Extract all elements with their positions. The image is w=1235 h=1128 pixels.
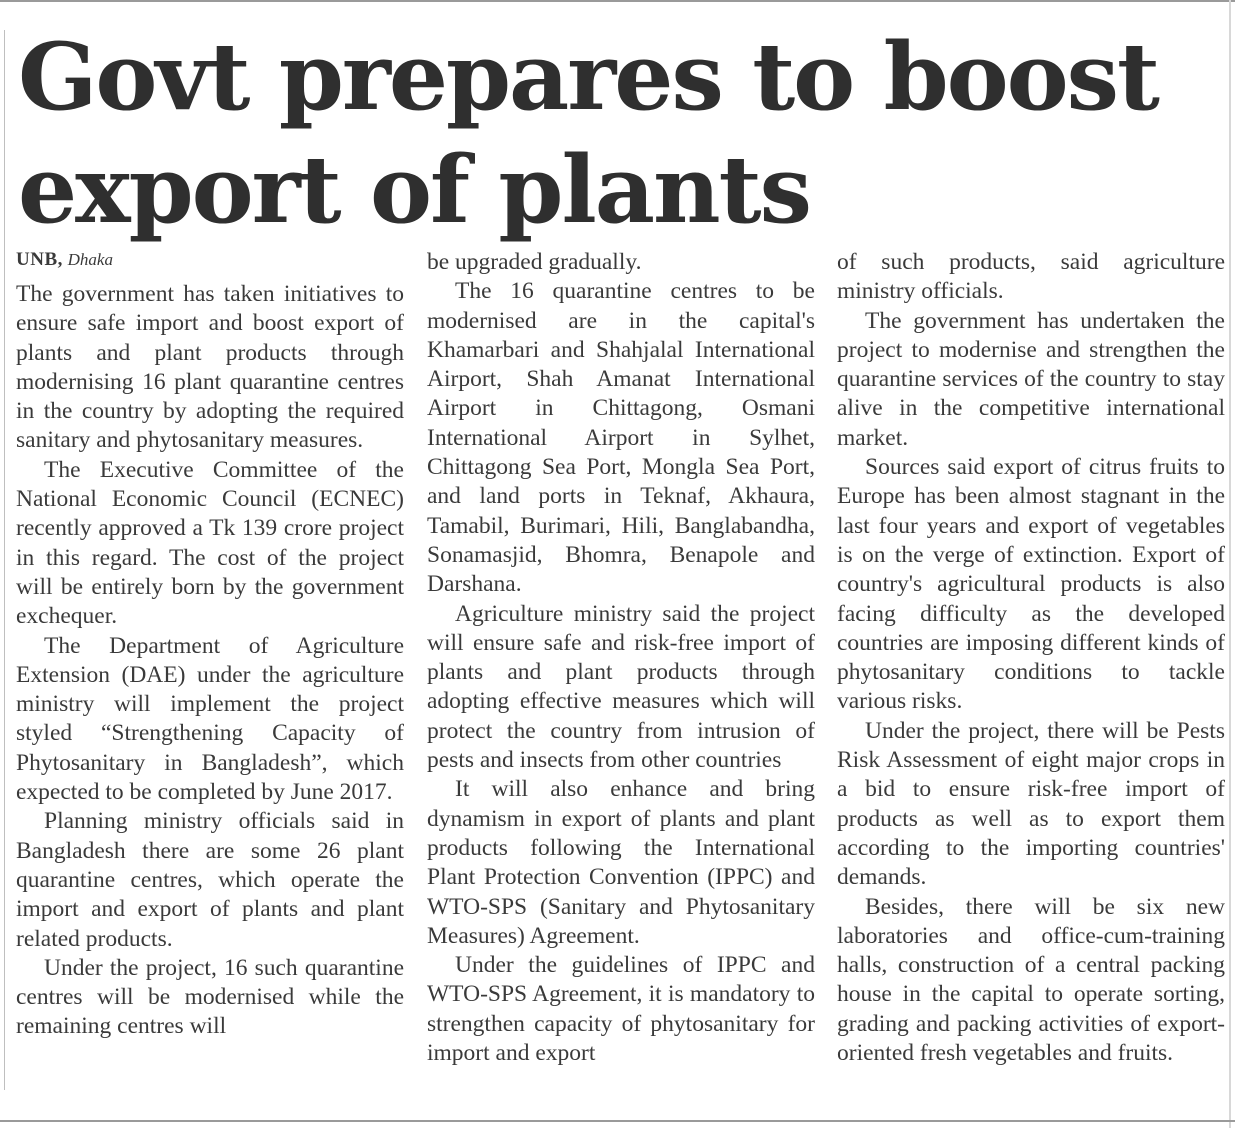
paragraph: Besides, there will be six new laboratories and office-cum-training halls, construction of a central packing house in the capital to operate sorting, grading and packing activities of export-oriented fresh vegetables and fruits.	[837, 893, 1225, 1067]
byline-city: Dhaka	[67, 250, 113, 269]
byline	[16, 248, 404, 272]
right-rule	[1229, 0, 1231, 1128]
top-rule	[0, 0, 1235, 2]
paragraph: Planning ministry officials said in Bangladesh there are some 26 plant quarantine centres, which operate the import and export of plants and plant related products.	[16, 808, 404, 952]
paragraph: Under the project, there will be Pests Risk Assessment of eight major crops in a bid to ensure risk-free import of products as well as to export them according to the importing countries' demands.	[837, 717, 1225, 891]
paragraph: The 16 quarantine centres to be modernised are in the capital's Khamarbari and Shahjalal International Airport, Shah Amanat International Airport in Chittagong, Osmani International Airport in Sylhet, Chittagong Sea Port, Mongla Sea Port, and land ports in Teknaf, Akhaura, Tamabil, Burimari, Hili, Banglabandha, Sonamasjid, Bhomra, Benapole and Darshana.	[427, 278, 815, 598]
article-column-2	[427, 248, 815, 1068]
paragraph: The government has taken initiatives to ensure safe import and boost export of plants and plant products through modernising 16 plant quarantine centres in the country by adopting the required sanitary and phytosanitary measures.	[16, 281, 404, 454]
article-column-1	[16, 248, 404, 1042]
paragraph: It will also enhance and bring dynamism in export of plants and plant products following the International Plant Protection Convention (IPPC) and WTO-SPS (Sanitary and Phytosanitary Measures) Agreement.	[427, 776, 815, 949]
paragraph: The government has undertaken the project to modernise and strengthen the quarantine services of the country to stay alive in the competitive international market.	[837, 307, 1225, 451]
paragraph: of such products, said agriculture ministry officials.	[837, 249, 1225, 305]
paragraph: Under the project, 16 such quarantine centres will be modernised while the remaining centres will	[16, 954, 404, 1040]
left-rule	[4, 30, 5, 1090]
paragraph: be upgraded gradually.	[427, 249, 642, 275]
bottom-rule	[0, 1120, 1235, 1122]
paragraph: Agriculture ministry said the project will ensure safe and risk-free import of plants and plant products through adopting effective measures which will protect the country from intrusion of pests and insects from other countries	[427, 600, 815, 774]
paragraph: Under the guidelines of IPPC and WTO-SPS Agreement, it is mandatory to strengthen capacity of phytosanitary for import and export	[427, 952, 815, 1067]
article-headline: Govt prepares to boost export of plants	[18, 22, 1158, 244]
paragraph: The Executive Committee of the National Economic Council (ECNEC) recently approved a Tk 139 crore project in this regard. The cost of the project will be entirely born by the government exchequer.	[16, 456, 404, 630]
paragraph: Sources said export of citrus fruits to Europe has been almost stagnant in the last four years and export of vegetables is on the verge of extinction. Export of country's agricultural products is also facing difficulty as the developed countries are imposing different kinds of phytosanitary conditions to tackle various risks.	[837, 454, 1225, 715]
byline-agency: UNB,	[16, 249, 63, 270]
paragraph: The Department of Agriculture Extension (DAE) under the agriculture ministry will implement the project styled “Strengthening Capacity of Phytosanitary in Bangladesh”, which expected to be completed by June 2017.	[16, 632, 404, 806]
article-column-3	[837, 248, 1225, 1068]
